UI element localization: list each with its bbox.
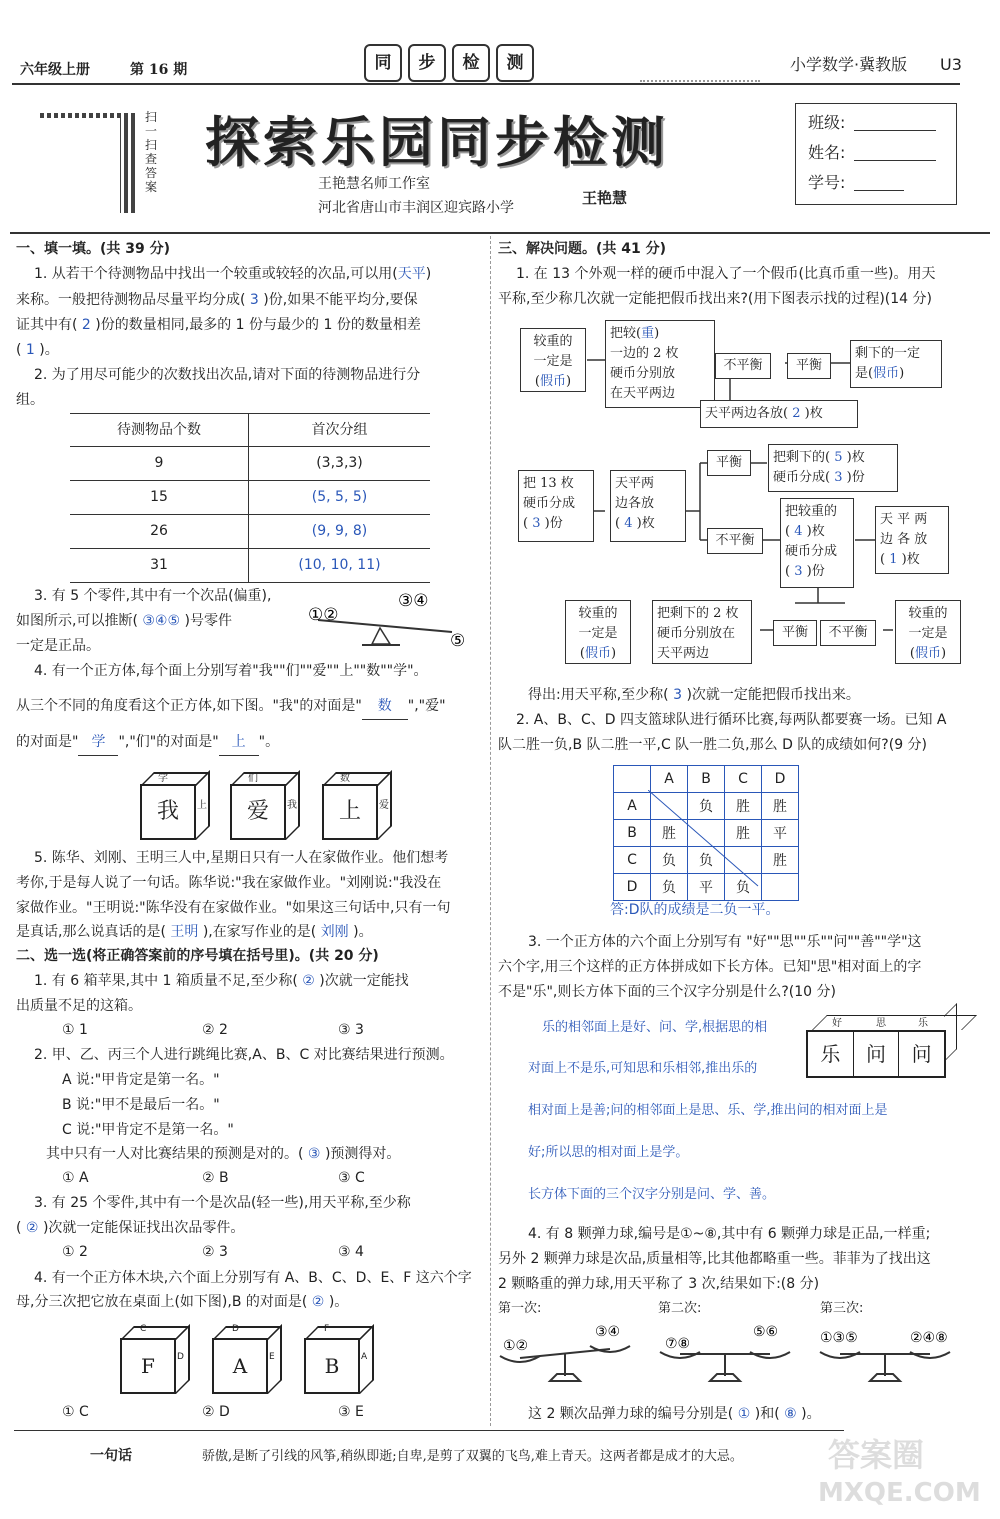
flow-heavy-3: 较重的 一定是 (假币) <box>895 600 961 664</box>
s3q2-answer: 答:D队的成绩是二负一平。 <box>610 902 780 918</box>
letter-cube-1: F <box>120 1338 176 1394</box>
letter-cube3-top: F <box>324 1324 330 1334</box>
grouping-table <box>70 413 430 583</box>
id-field[interactable] <box>854 190 904 191</box>
letter-cube-2: A <box>212 1338 268 1394</box>
s1q1-line3: 证其中有( 2 )份的数量相同,最多的 1 份与最少的 1 份的数量相差 <box>16 317 421 333</box>
letter-cube1-side: D <box>177 1352 184 1362</box>
letter-cube2-side: E <box>269 1352 275 1362</box>
cube-view-1: 我 <box>140 784 196 840</box>
table-header: 待测物品个数 首次分组 <box>70 414 430 447</box>
s1q3-line2: 如图所示,可以推断( ③④⑤ )号零件 <box>16 613 232 629</box>
s3q3-ans5: 长方体下面的三个汉字分别是问、学、善。 <box>528 1187 776 1202</box>
cube1-top: 学 <box>158 773 168 784</box>
column-divider <box>490 236 492 1426</box>
s1q5-line3: 家做作业。"王明说:"陈华没有在家做作业。"如果这三句话中,只有一句 <box>16 900 451 916</box>
flow-remain-1: 剩下的一定 是(假币) <box>850 340 942 388</box>
s2q1-opt1[interactable]: ① 1 <box>62 1022 88 1038</box>
left-pan-items: ①② <box>308 605 339 625</box>
s1q3-line1: 3. 有 5 个零件,其中有一个次品(偏重), <box>34 588 272 604</box>
watermark-site: MXQE.COM <box>818 1478 981 1508</box>
flow-heavy-4: 把较重的 ( 4 )枚 硬币分成 ( 3 )份 <box>780 498 854 588</box>
long-cuboid: 乐 问 问 <box>806 1030 946 1078</box>
name-label: 姓名: <box>808 143 846 162</box>
s1q1-line1: 1. 从若干个待测物品中找出一个较重或较轻的次品,可以用(天平) <box>34 266 432 282</box>
s3q1-line2: 平称,至少称几次就一定能把假币找出来?(用下图表示找的过程)(14 分) <box>498 291 932 307</box>
s3q3-ans4: 好;所以思的相对面上是学。 <box>528 1145 689 1160</box>
s1q4-line2: 从三个不同的角度看这个正方体,如下图。"我"的对面是" 数 ","爱" <box>16 694 446 720</box>
scale1-left: ①② <box>503 1338 529 1354</box>
watermark-logo: 答案圈 <box>828 1436 925 1474</box>
cube3-side: 爱 <box>379 800 389 811</box>
table-row: 9 (3,3,3) <box>70 447 430 481</box>
author: 王艳慧 <box>582 189 628 207</box>
match-result-table: A B C D A 负 胜 胜 B 胜 胜 平 C 负 负 胜 D 负 平 负 <box>613 765 799 901</box>
s2q1-opt2[interactable]: ② 2 <box>202 1022 228 1038</box>
section1-title: 一、填一填。(共 39 分) <box>16 241 171 257</box>
s2q4-line1: 4. 有一个正方体木块,六个面上分别写有 A、B、C、D、E、F 这六个字 <box>34 1270 472 1286</box>
subject-label: 小学数学·冀教版 <box>790 55 908 74</box>
cuboid-top-3: 乐 <box>918 1018 928 1029</box>
letter-cube1-top: C <box>140 1324 147 1334</box>
banner-char: 同 <box>364 44 402 82</box>
flow-rest-5: 把剩下的( 5 )枚 硬币分成( 3 )份 <box>768 444 898 492</box>
footer-label: 一句话 <box>90 1448 132 1464</box>
s2q4-opt1[interactable]: ① C <box>62 1404 89 1420</box>
scale3-left: ①③⑤ <box>820 1330 858 1346</box>
decor-line <box>640 62 760 82</box>
scale1-right: ③④ <box>595 1324 621 1340</box>
s2q2-opt2[interactable]: ② B <box>202 1170 229 1186</box>
s2q3-opt1[interactable]: ① 2 <box>62 1244 88 1260</box>
flow-balanced-3: 平衡 <box>773 620 817 646</box>
s3q4-result: 这 2 颗次品弹力球的编号分别是( ① )和( ⑧ )。 <box>528 1406 821 1422</box>
s2q3-line1: 3. 有 25 个零件,其中有一个是次品(轻一些),用天平称,至少称 <box>34 1195 411 1211</box>
s2q2-opt1[interactable]: ① A <box>62 1170 89 1186</box>
s2q2-line1: 2. 甲、乙、丙三个人进行跳绳比赛,A、B、C 对比赛结果进行预测。 <box>34 1047 454 1063</box>
s2q4-line2: 母,分三次把它放在桌面上(如下图),B 的对面是( ② )。 <box>16 1294 349 1310</box>
flow-rest-2: 把剩下的 2 枚 硬币分别放在 天平两边 <box>652 600 752 664</box>
cube3-top: 数 <box>340 773 350 784</box>
table-row: 31 (10, 10, 11) <box>70 549 430 583</box>
flow-split-13: 把 13 枚 硬币分成 ( 3 )份 <box>518 470 594 542</box>
right-pan-items: ③④ <box>398 591 429 611</box>
flow-each-2: 天平两边各放( 2 )枚 <box>700 400 858 428</box>
class-field[interactable] <box>854 130 936 131</box>
weigh-label-2: 第二次: <box>658 1301 702 1316</box>
flow-unbalanced-2: 不平衡 <box>707 528 763 554</box>
s2q2-opt3[interactable]: ③ C <box>338 1170 365 1186</box>
banner-char: 检 <box>452 44 490 82</box>
s2q2-b: B 说:"甲不是最后一名。" <box>62 1097 220 1113</box>
studio: 王艳慧名师工作室 <box>318 176 430 192</box>
s2q2-line5: 其中只有一人对比赛结果的预测是对的。( ③ )预测得对。 <box>46 1146 401 1162</box>
banner <box>350 42 540 82</box>
school: 河北省唐山市丰润区迎宾路小学 <box>318 200 514 216</box>
extra-item: ⑤ <box>450 631 466 650</box>
letter-cube-3: B <box>304 1338 360 1394</box>
scale3-right: ②④⑧ <box>910 1330 948 1346</box>
s3q3-line2: 六个字,用三个这样的正方体拼成如下长方体。已知"思"相对面上的字 <box>498 959 922 975</box>
qr-mask <box>10 118 120 228</box>
s2q2-a: A 说:"甲肯定是第一名。" <box>62 1072 220 1088</box>
s2q4-opt3[interactable]: ③ E <box>338 1404 364 1420</box>
table-diagonal <box>648 790 768 890</box>
footer-quote: 骄傲,是断了引线的风筝,稍纵即逝;自卑,是剪了双翼的飞鸟,难上青天。这两者都是成才的大忌。 <box>202 1449 743 1464</box>
s1q4-line3: 的对面是" 学 ","们"的对面是" 上 "。 <box>16 730 279 756</box>
cube1-side: 上 <box>197 800 207 811</box>
cube2-side: 我 <box>287 800 297 811</box>
s3q3-ans2: 对面上不是乐,可知思和乐相邻,推出乐的 <box>528 1061 758 1076</box>
header-rule <box>12 83 960 85</box>
page-title: 探索乐园同步检测 <box>205 110 669 174</box>
s1q5-line2: 考你,于是每人说了一句话。陈华说:"我在家做作业。"刘刚说:"我没在 <box>16 875 442 891</box>
s3q2-line1: 2. A、B、C、D 四支篮球队进行循环比赛,每两队都要赛一场。已知 A <box>516 712 947 728</box>
scale2-left: ⑦⑧ <box>665 1336 691 1352</box>
s2q2-c: C 说:"甲肯定不是第一名。" <box>62 1122 234 1138</box>
flow-heavy-2: 较重的 一定是 (假币) <box>565 600 631 664</box>
issue-label: 第 16 期 <box>130 62 188 78</box>
flow-balanced-2: 平衡 <box>707 450 751 476</box>
s1q5-line1: 5. 陈华、刘刚、王明三人中,星期日只有一人在家做作业。他们想考 <box>34 850 449 866</box>
s3q1-line1: 1. 在 13 个外观一样的硬币中混入了一个假币(比真币重一些)。用天 <box>516 266 936 282</box>
s3q4-line3: 2 颗略重的弹力球,用天平称了 3 次,结果如下:(8 分) <box>498 1276 820 1292</box>
weigh-label-3: 第三次: <box>820 1301 864 1316</box>
table-row: 15 (5, 5, 5) <box>70 481 430 515</box>
s3q4-line1: 4. 有 8 颗弹力球,编号是①~⑧,其中有 6 颗弹力球是正品,一样重; <box>528 1226 931 1242</box>
s2q3-opt2[interactable]: ② 3 <box>202 1244 228 1260</box>
s1q2-line2: 组。 <box>16 392 44 408</box>
weighing-scales <box>495 1316 985 1396</box>
scale2-right: ⑤⑥ <box>753 1324 779 1340</box>
s3q3-ans3: 相对面上是善;问的相邻面上是思、乐、学,推出问的相对面上是 <box>528 1103 888 1118</box>
s2q1-opt3[interactable]: ③ 3 <box>338 1022 364 1038</box>
student-info <box>795 103 957 205</box>
flow-put-heavy: 把较(重) 一边的 2 枚 硬币分别放 在天平两边 <box>605 320 715 408</box>
s1q2-line1: 2. 为了用尽可能少的次数找出次品,请对下面的待测物品进行分 <box>34 367 421 383</box>
s2q1-line2: 出质量不足的这箱。 <box>16 998 142 1014</box>
s1q4-line1: 4. 有一个正方体,每个面上分别写着"我""们""爱""上""数""学"。 <box>34 663 428 679</box>
s3q1-result: 得出:用天平称,至少称( 3 )次就一定能把假币找出来。 <box>528 687 860 703</box>
section-rule <box>10 232 990 234</box>
flow-each-4: 天平两 边各放 ( 4 )枚 <box>610 470 686 542</box>
section2-title: 二、选一选(将正确答案前的序号填在括号里)。(共 20 分) <box>16 948 379 964</box>
flow-unbalanced-1: 不平衡 <box>715 353 771 379</box>
letter-cube3-side: A <box>361 1352 368 1362</box>
s2q4-opt2[interactable]: ② D <box>202 1404 230 1420</box>
flow-heavy-1: 较重的 一定是 (假币) <box>520 328 586 392</box>
s3q3-line1: 3. 一个正方体的六个面上分别写有 "好""思""乐""问""善""学"这 <box>528 934 922 950</box>
s1q3-line3: 一定是正品。 <box>16 638 100 654</box>
section3-title: 三、解决问题。(共 41 分) <box>498 241 667 257</box>
scan-hint: 扫一扫查答案 <box>145 110 158 194</box>
s1q1-line2: 来称。一般把待测物品尽量平均分成( 3 )份,如果不能平均分,要保 <box>16 292 418 308</box>
s2q1-line1: 1. 有 6 箱苹果,其中 1 箱质量不足,至少称( ② )次就一定能找 <box>34 973 409 989</box>
balance-scale-diagram <box>300 588 480 650</box>
cube-view-3: 上 <box>322 784 378 840</box>
s3q3-ans1: 乐的相邻面上是好、问、学,根据思的相 <box>542 1020 768 1035</box>
cuboid-side <box>944 1003 957 1062</box>
cube-view-2: 爱 <box>230 784 286 840</box>
class-label: 班级: <box>808 113 846 132</box>
banner-char: 测 <box>496 44 534 82</box>
s2q3-opt3[interactable]: ③ 4 <box>338 1244 364 1260</box>
s1q5-line4: 是真话,那么说真话的是( 王明 ),在家写作业的是( 刘刚 )。 <box>16 924 373 940</box>
s3q3-line3: 不是"乐",则长方体下面的三个汉字分别是什么?(10 分) <box>498 984 836 1000</box>
grade-label: 六年级上册 <box>20 62 90 78</box>
cuboid-top-1: 好 <box>832 1018 842 1029</box>
cube2-top: 们 <box>248 773 258 784</box>
banner-char: 步 <box>408 44 446 82</box>
s3q4-line2: 另外 2 颗弹力球是次品,质量相等,比其他都略重一些。菲菲为了找出这 <box>498 1251 931 1267</box>
weigh-label-1: 第一次: <box>498 1301 542 1316</box>
flow-balanced-1: 平衡 <box>787 353 831 379</box>
flow-each-1: 天 平 两 边 各 放 ( 1 )枚 <box>875 506 949 574</box>
unit-code: U3 <box>940 55 962 74</box>
table-row: 26 (9, 9, 8) <box>70 515 430 549</box>
name-field[interactable] <box>854 160 936 161</box>
id-label: 学号: <box>808 173 846 192</box>
cuboid-top-2: 思 <box>876 1018 886 1029</box>
letter-cube2-top: D <box>232 1324 239 1334</box>
s3q2-line2: 队二胜一负,B 队二胜一平,C 队一胜二负,那么 D 队的成绩如何?(9 分) <box>498 737 928 753</box>
flow-unbalanced-3: 不平衡 <box>820 620 876 646</box>
s2q3-line2: ( ② )次就一定能保证找出次品零件。 <box>16 1220 245 1236</box>
s1q1-line4: ( 1 )。 <box>16 342 59 358</box>
